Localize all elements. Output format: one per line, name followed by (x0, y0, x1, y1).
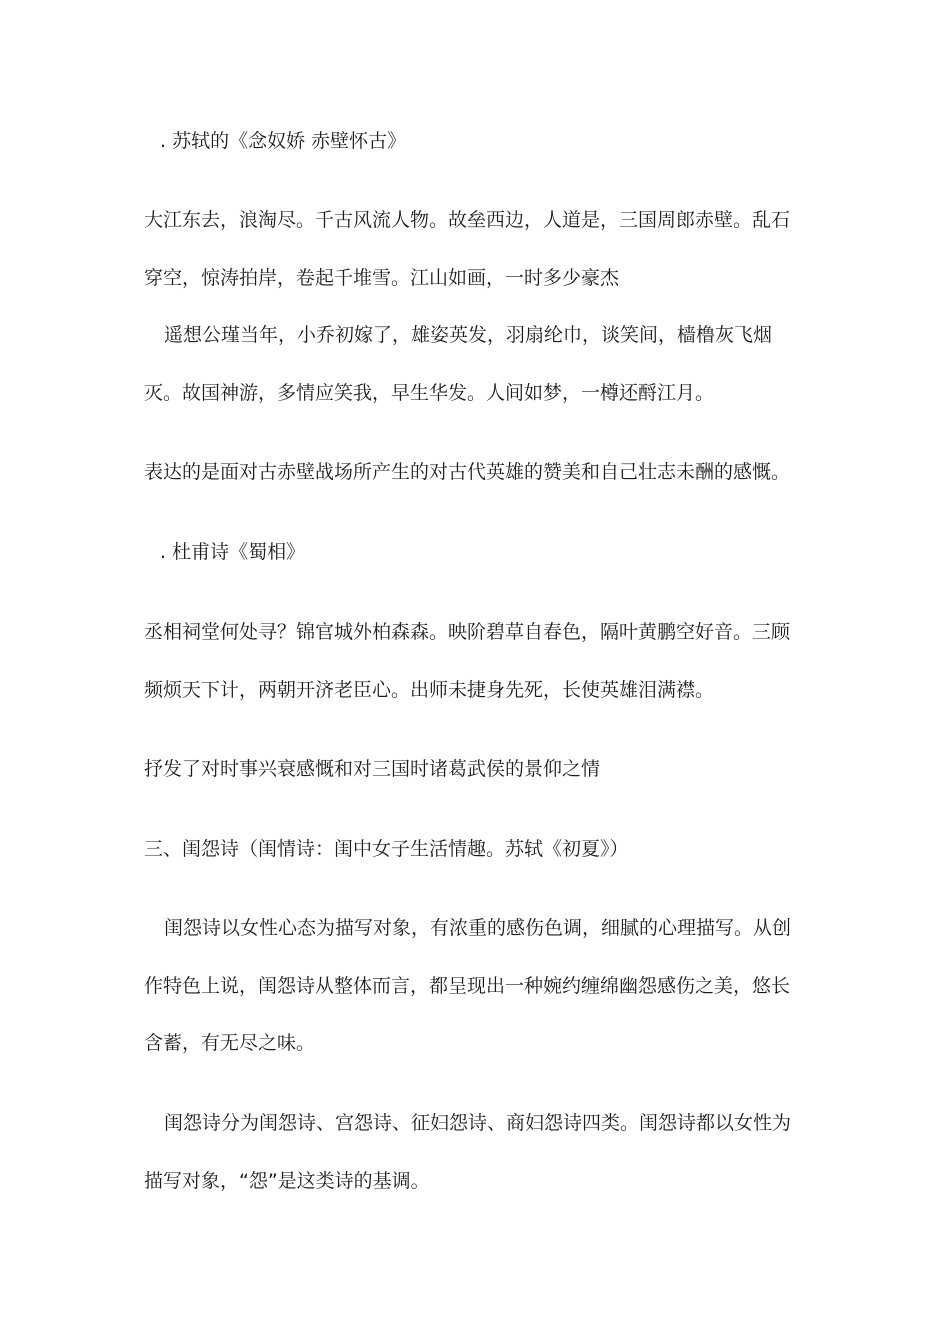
heading-du-fu-poem: . 杜甫诗《蜀相》 (160, 541, 306, 563)
poem-2-comment: 抒发了对时事兴衰感慨和对三国时诸葛武侯的景仰之情 (144, 758, 601, 780)
poem-1-line-1: 大江东去，浪淘尽。千古风流人物。故垒西边，人道是，三国周郎赤壁。乱石 (144, 209, 791, 231)
poem-1-line-3: 遥想公瑾当年，小乔初嫁了，雄姿英发，羽扇纶巾，谈笑间，樯橹灰飞烟 (164, 324, 773, 346)
para-2-line-2: 描写对象，“怨”是这类诗的基调。 (144, 1170, 430, 1192)
para-1-line-3: 含蓄，有无尽之味。 (144, 1032, 316, 1054)
poem-2-line-1: 丞相祠堂何处寻？锦官城外柏森森。映阶碧草自春色，隔叶黄鹏空好音。三顾 (144, 621, 791, 643)
para-1-line-2: 作特色上说，闺怨诗从整体而言，都呈现出一种婉约缠绵幽怨感伤之美，悠长 (144, 975, 791, 997)
poem-1-line-2: 穿空，惊涛拍岸，卷起千堆雪。江山如画，一时多少豪杰 (144, 267, 620, 289)
heading-su-shi-poem: . 苏轼的《念奴娇 赤壁怀古》 (160, 130, 407, 152)
poem-2-line-2: 频烦天下计，两朝开济老臣心。出师未捷身先死，长使英雄泪满襟。 (144, 679, 715, 701)
poem-1-line-4: 灭。故国神游，多情应笑我，早生华发。人间如梦，一樽还酹江月。 (144, 382, 715, 404)
poem-1-comment: 表达的是面对古赤壁战场所产生的对古代英雄的赞美和自己壮志未酬的感慨。 (144, 461, 791, 483)
para-2-line-1: 闺怨诗分为闺怨诗、宫怨诗、征妇怨诗、商妇怨诗四类。闺怨诗都以女性为 (164, 1112, 792, 1134)
para-1-line-1: 闺怨诗以女性心态为描写对象，有浓重的感伤色调，细腻的心理描写。从创 (164, 917, 792, 939)
section-3-title: 三、闺怨诗（闺情诗：闺中女子生活情趣。苏轼《初夏》） (144, 838, 629, 860)
